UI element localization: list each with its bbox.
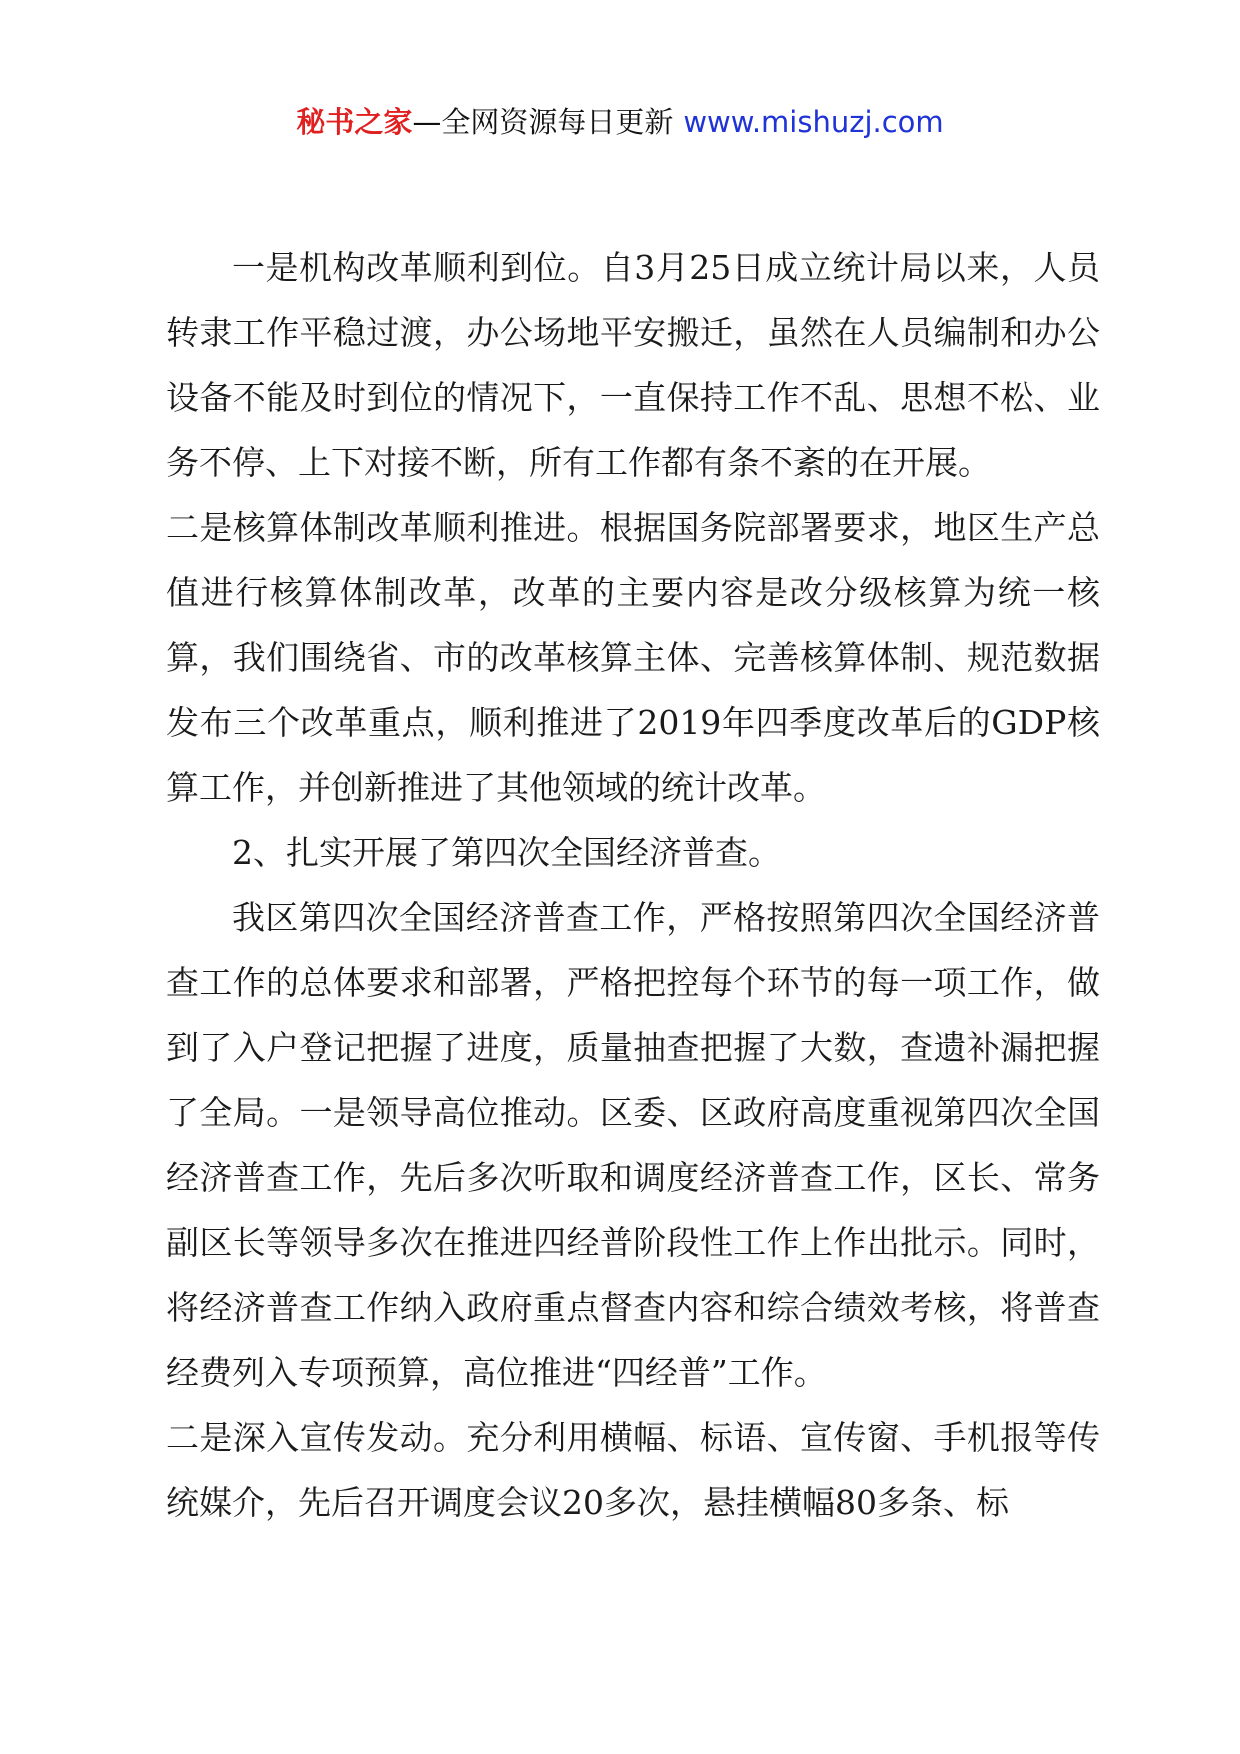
header-tagline: —全网资源每日更新 xyxy=(412,105,674,139)
site-url-link[interactable]: www.mishuzj.com xyxy=(683,105,944,139)
paragraph-accounting-reform: 二是核算体制改革顺利推进。根据国务院部署要求，地区生产总值进行核算体制改革，改革的主要内容是改分级核算为统一核算，我们围绕省、市的改革核算主体、完善核算体制、规范数据发布三个改革重点，顺利推进了2019年四季度改革后的GDP核算工作，并创新推进了其他领域的统计改革。 xyxy=(166,508,1100,807)
paragraph-institutional-reform: 一是机构改革顺利到位。自3月25日成立统计局以来，人员转隶工作平稳过渡，办公场地平安搬迁，虽然在人员编制和办公设备不能及时到位的情况下，一直保持工作不乱、思想不松、业务不停、上下对接不断，所有工作都有条不紊的在开展。 xyxy=(166,248,1100,482)
brand-name: 秘书之家 xyxy=(296,105,413,139)
section-heading-economic-census: 2、扎实开展了第四次全国经济普查。 xyxy=(232,833,781,872)
paragraph-publicity: 二是深入宣传发动。充分利用横幅、标语、宣传窗、手机报等传统媒介，先后召开调度会议20多次，悬挂横幅80多条、标 xyxy=(166,1418,1100,1522)
site-header xyxy=(0,102,1240,142)
document-body xyxy=(166,235,1100,1535)
paragraph-census-work: 我区第四次全国经济普查工作，严格按照第四次全国经济普查工作的总体要求和部署，严格把控每个环节的每一项工作，做到了入户登记把握了进度，质量抽查把握了大数，查遗补漏把握了全局。一是领导高位推动。区委、区政府高度重视第四次全国经济普查工作，先后多次听取和调度经济普查工作，区长、常务副区长等领导多次在推进四经普阶段性工作上作出批示。同时，将经济普查工作纳入政府重点督查内容和综合绩效考核，将普查经费列入专项预算，高位推进“四经普”工作。 xyxy=(166,898,1100,1392)
